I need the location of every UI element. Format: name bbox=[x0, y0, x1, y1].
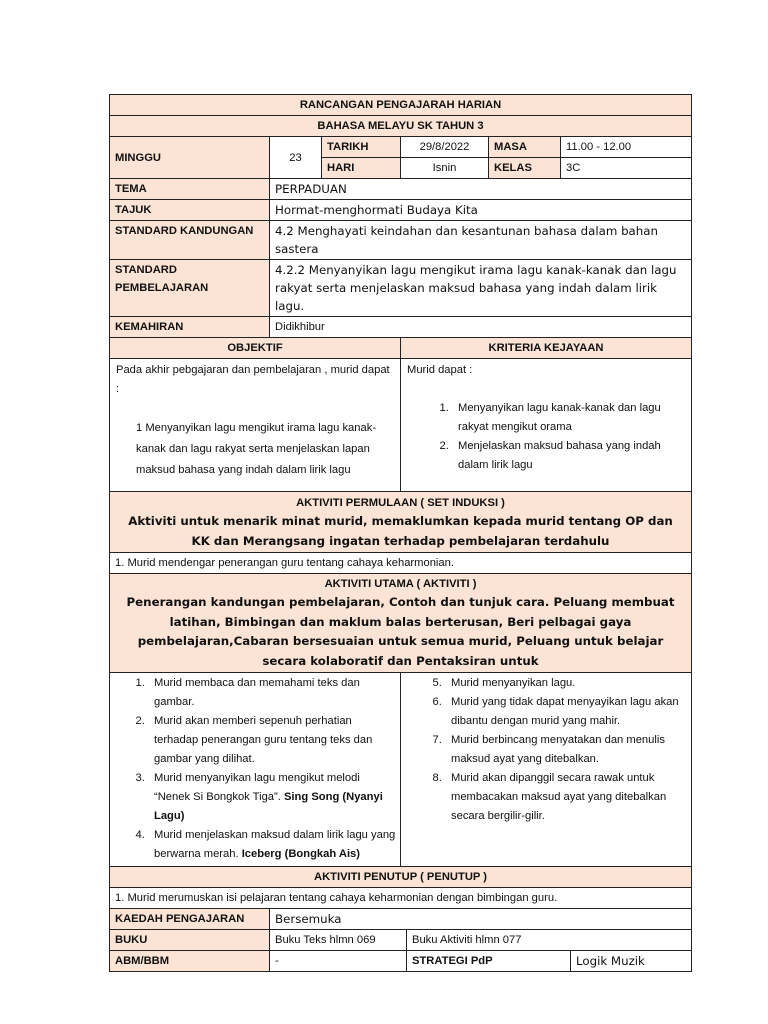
masa-value: 11.00 - 12.00 bbox=[561, 137, 692, 158]
minggu-value: 23 bbox=[270, 137, 322, 179]
objektif-intro: Pada akhir pebgajaran dan pembelajaran , murid dapat : bbox=[116, 364, 390, 395]
list-item: 6. Murid yang tidak dapat menyayikan lagu akan dibantu dengan murid yang mahir. bbox=[445, 693, 687, 731]
list-item: 7. Murid berbincang menyatakan dan menulis maksud ayat yang ditebalkan. bbox=[445, 731, 687, 769]
standard-pembelajaran-label: STANDARD PEMBELAJARAN bbox=[110, 260, 270, 317]
kriteria-intro: Murid dapat : bbox=[407, 364, 473, 376]
kriteria-cell bbox=[401, 359, 692, 492]
kriteria-header: KRITERIA KEJAYAAN bbox=[401, 338, 692, 359]
strategi-label: STRATEGI PdP bbox=[407, 951, 571, 972]
buku-aktiviti: Buku Aktiviti hlmn 077 bbox=[407, 930, 692, 951]
objektif-header: OBJEKTIF bbox=[110, 338, 401, 359]
kemahiran-label: KEMAHIRAN bbox=[110, 317, 270, 338]
kaedah-value: Bersemuka bbox=[270, 909, 692, 930]
buku-teks: Buku Teks hlmn 069 bbox=[270, 930, 407, 951]
permulaan-desc: Aktiviti untuk menarik minat murid, memaklumkan kepada murid tentang OP dan KK dan Merangsang ingatan terhadap pembelajaran terdahulu bbox=[128, 514, 673, 548]
hari-value: Isnin bbox=[401, 158, 489, 179]
tema-label: TEMA bbox=[110, 179, 270, 200]
kemahiran-value: Didikhibur bbox=[270, 317, 692, 338]
tajuk-label: TAJUK bbox=[110, 200, 270, 221]
utama-left-list bbox=[114, 674, 396, 864]
standard-kandungan-label: STANDARD KANDUNGAN bbox=[110, 221, 270, 260]
tema-value: PERPADUAN bbox=[270, 179, 692, 200]
tarikh-value: 29/8/2022 bbox=[401, 137, 489, 158]
tajuk-value: Hormat-menghormati Budaya Kita bbox=[270, 200, 692, 221]
hari-label: HARI bbox=[322, 158, 401, 179]
kaedah-label: KAEDAH PENGAJARAN bbox=[110, 909, 270, 930]
utama-section bbox=[110, 574, 692, 673]
buku-label: BUKU bbox=[110, 930, 270, 951]
objektif-cell bbox=[110, 359, 401, 492]
utama-right-list bbox=[405, 674, 687, 826]
tarikh-label: TARIKH bbox=[322, 137, 401, 158]
utama-left-cell bbox=[110, 673, 401, 867]
permulaan-header: AKTIVITI PERMULAAN ( SET INDUKSI ) bbox=[296, 497, 505, 509]
kriteria-list bbox=[407, 399, 685, 475]
kelas-value: 3C bbox=[561, 158, 692, 179]
plan-title: RANCANGAN PENGAJARAH HARIAN bbox=[110, 95, 692, 116]
list-item: 2. Murid akan memberi sepenuh perhatian terhadap penerangan guru tentang teks dan gambar yang dilihat. bbox=[148, 712, 396, 769]
list-item: 5. Murid menyanyikan lagu. bbox=[445, 674, 687, 693]
list-item: 8. Murid akan dipanggil secara rawak untuk membacakan maksud ayat yang ditebalkan secara bergilir-gilir. bbox=[445, 769, 687, 826]
objektif-item: 1 Menyanyikan lagu mengikut irama lagu kanak-kanak dan lagu rakyat serta menjelaskan lapan maksud bahasa yang indah dalam lirik lagu bbox=[136, 422, 377, 476]
permulaan-section bbox=[110, 492, 692, 553]
list-item: 3. Murid menyanyikan lagu mengikut melodi “Nenek Si Bongkok Tiga”. Sing Song (Nyanyi Lagu) bbox=[148, 769, 396, 826]
strategi-value: Logik Muzik bbox=[571, 951, 692, 972]
utama-right-cell bbox=[401, 673, 692, 867]
list-item: 2. Menjelaskan maksud bahasa yang indah dalam lirik lagu bbox=[452, 437, 685, 475]
list-item: 4. Murid menjelaskan maksud dalam lirik lagu yang berwarna merah. Iceberg (Bongkah Ais) bbox=[148, 826, 396, 864]
minggu-label: MINGGU bbox=[110, 137, 270, 179]
permulaan-item: 1. Murid mendengar penerangan guru tentang cahaya keharmonian. bbox=[110, 553, 692, 574]
plan-subtitle: BAHASA MELAYU SK TAHUN 3 bbox=[110, 116, 692, 137]
abm-value: - bbox=[270, 951, 407, 972]
penutup-item: 1. Murid merumuskan isi pelajaran tentang cahaya keharmonian dengan bimbingan guru. bbox=[110, 888, 692, 909]
penutup-header: AKTIVITI PENUTUP ( PENUTUP ) bbox=[110, 867, 692, 888]
lesson-plan-table bbox=[109, 94, 692, 972]
list-item: 1. Murid membaca dan memahami teks dan gambar. bbox=[148, 674, 396, 712]
standard-kandungan-value: 4.2 Menghayati keindahan dan kesantunan bahasa dalam bahan sastera bbox=[270, 221, 692, 260]
utama-header: AKTIVITI UTAMA ( AKTIVITI ) bbox=[324, 578, 477, 590]
standard-pembelajaran-value: 4.2.2 Menyanyikan lagu mengikut irama lagu kanak-kanak dan lagu rakyat serta menjelaskan maksud bahasa yang indah dalam lirik lagu. bbox=[270, 260, 692, 317]
abm-label: ABM/BBM bbox=[110, 951, 270, 972]
kelas-label: KELAS bbox=[489, 158, 561, 179]
list-item: 1. Menyanyikan lagu kanak-kanak dan lagu rakyat mengikut orama bbox=[452, 399, 685, 437]
utama-desc: Penerangan kandungan pembelajaran, Contoh dan tunjuk cara. Peluang membuat latihan, Bimbingan dan maklum balas berterusan, Beri pelbagai gaya pembelajaran,Cabaran bersesuaian untuk semua murid, Peluang untuk belajar secara kolaboratif dan Pentaksiran untuk bbox=[126, 595, 675, 668]
masa-label: MASA bbox=[489, 137, 561, 158]
